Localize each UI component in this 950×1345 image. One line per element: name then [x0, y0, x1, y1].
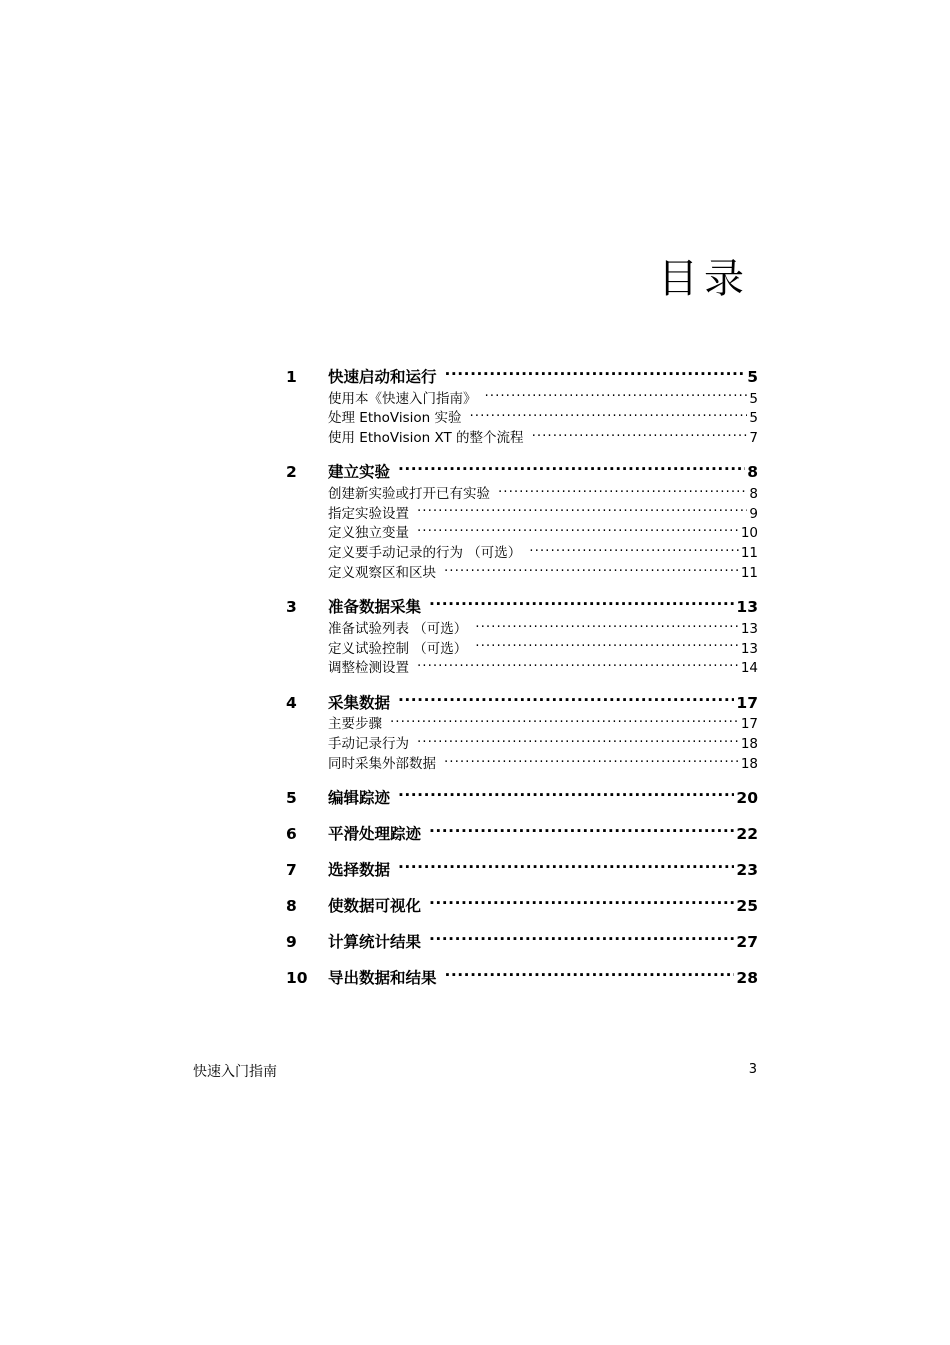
chapter-page-number: 25	[736, 897, 758, 916]
chapter-title: 使数据可视化	[328, 897, 422, 916]
section-page-number: 11	[740, 545, 758, 562]
dot-leader	[475, 639, 739, 653]
toc-section-entry[interactable]	[328, 544, 758, 564]
section-title: 主要步骤	[328, 716, 382, 733]
section-page-number: 11	[740, 565, 758, 582]
page-title: 目录	[658, 256, 750, 302]
toc-chapter-entry[interactable]	[286, 595, 758, 619]
toc-section-entry[interactable]	[328, 504, 758, 524]
dot-leader	[429, 824, 734, 840]
dot-leader	[532, 429, 748, 443]
toc-section-list	[328, 389, 758, 448]
section-title: 同时采集外部数据	[328, 755, 436, 772]
toc-chapter-entry[interactable]	[286, 786, 758, 810]
toc-chapter-entry[interactable]	[286, 858, 758, 882]
dot-leader	[445, 968, 735, 984]
dot-leader	[444, 754, 739, 768]
table-of-contents	[286, 365, 758, 1002]
chapter-page-number: 5	[747, 368, 758, 386]
chapter-page-number: 22	[736, 825, 758, 844]
toc-section-entry[interactable]	[328, 429, 758, 449]
toc-chapter	[286, 786, 758, 810]
dot-leader	[429, 896, 734, 912]
section-page-number: 5	[749, 390, 758, 407]
section-title: 定义独立变量	[328, 525, 409, 542]
chapter-title: 编辑踪迹	[328, 789, 391, 808]
chapter-title: 导出数据和结果	[328, 969, 437, 988]
chapter-title: 准备数据采集	[328, 598, 422, 617]
section-page-number: 8	[749, 485, 758, 502]
toc-section-list	[328, 619, 758, 678]
toc-chapter	[286, 894, 758, 918]
section-page-number: 14	[740, 660, 758, 677]
chapter-number: 10	[286, 969, 308, 988]
footer-page-number: 3	[748, 1062, 757, 1077]
chapter-page-number: 20	[736, 789, 758, 808]
section-page-number: 7	[749, 430, 758, 447]
chapter-page-number: 27	[736, 933, 758, 952]
section-page-number: 13	[740, 640, 758, 657]
section-title: 定义试验控制 （可选）	[328, 640, 468, 657]
dot-leader	[498, 484, 747, 498]
chapter-number: 8	[286, 897, 297, 916]
dot-leader	[529, 544, 739, 558]
chapter-number: 1	[286, 368, 297, 386]
section-page-number: 18	[740, 736, 758, 753]
dot-leader	[470, 409, 748, 423]
section-title: 手动记录行为	[328, 736, 409, 753]
section-title: 指定实验设置	[328, 505, 409, 522]
toc-section-entry[interactable]	[328, 389, 758, 409]
section-page-number: 5	[749, 410, 758, 427]
toc-chapter	[286, 858, 758, 882]
chapter-title: 选择数据	[328, 861, 391, 880]
chapter-number: 5	[286, 789, 297, 808]
chapter-title: 平滑处理踪迹	[328, 825, 422, 844]
toc-chapter-entry[interactable]	[286, 930, 758, 954]
section-title: 准备试验列表 （可选）	[328, 620, 468, 637]
chapter-title: 采集数据	[328, 693, 391, 712]
chapter-title: 快速启动和运行	[328, 368, 437, 386]
toc-chapter	[286, 595, 758, 678]
chapter-number: 4	[286, 693, 297, 712]
chapter-number: 3	[286, 598, 297, 617]
footer-document-title: 快速入门指南	[193, 1064, 277, 1080]
toc-chapter-entry[interactable]	[286, 822, 758, 846]
toc-chapter	[286, 930, 758, 954]
toc-chapter-entry[interactable]	[286, 460, 758, 484]
chapter-number: 2	[286, 463, 297, 482]
dot-leader	[398, 788, 734, 804]
toc-chapter	[286, 822, 758, 846]
toc-chapter-entry[interactable]	[286, 365, 758, 389]
chapter-number: 9	[286, 933, 297, 952]
toc-section-entry[interactable]	[328, 735, 758, 755]
toc-chapter-entry[interactable]	[286, 894, 758, 918]
chapter-title: 建立实验	[328, 463, 391, 482]
section-title: 定义观察区和区块	[328, 565, 436, 582]
toc-section-entry[interactable]	[328, 715, 758, 735]
chapter-title: 计算统计结果	[328, 933, 422, 952]
section-title: 使用 EthoVision XT 的整个流程	[328, 430, 524, 447]
chapter-number: 6	[286, 825, 297, 844]
toc-chapter	[286, 691, 758, 774]
dot-leader	[485, 389, 748, 403]
toc-section-list	[328, 484, 758, 583]
chapter-page-number: 8	[747, 463, 758, 482]
section-title: 创建新实验或打开已有实验	[328, 485, 490, 502]
toc-chapter-entry[interactable]	[286, 691, 758, 715]
dot-leader	[398, 462, 745, 478]
section-page-number: 18	[740, 755, 758, 772]
dot-leader	[475, 619, 739, 633]
chapter-number: 7	[286, 861, 297, 880]
dot-leader	[398, 860, 734, 876]
dot-leader	[390, 715, 739, 729]
toc-chapter	[286, 966, 758, 990]
dot-leader	[429, 597, 734, 613]
section-title: 处理 EthoVision 实验	[328, 410, 462, 427]
section-page-number: 10	[740, 525, 758, 542]
toc-chapter	[286, 460, 758, 583]
dot-leader	[429, 932, 734, 948]
dot-leader	[398, 692, 734, 708]
section-title: 使用本《快速入门指南》	[328, 390, 477, 407]
toc-section-entry[interactable]	[328, 619, 758, 639]
toc-section-entry[interactable]	[328, 409, 758, 429]
section-page-number: 13	[740, 620, 758, 637]
toc-chapter	[286, 365, 758, 448]
section-title: 定义要手动记录的行为 （可选）	[328, 545, 522, 562]
chapter-page-number: 17	[736, 693, 758, 712]
chapter-page-number: 23	[736, 861, 758, 880]
dot-leader	[417, 504, 747, 518]
toc-section-entry[interactable]	[328, 564, 758, 584]
section-title: 调整检测设置	[328, 660, 409, 677]
dot-leader	[444, 564, 739, 578]
dot-leader	[417, 524, 739, 538]
toc-section-entry[interactable]	[328, 484, 758, 504]
toc-section-entry[interactable]	[328, 639, 758, 659]
toc-section-entry[interactable]	[328, 754, 758, 774]
toc-section-entry[interactable]	[328, 659, 758, 679]
section-page-number: 9	[749, 505, 758, 522]
section-page-number: 17	[740, 716, 758, 733]
dot-leader	[417, 659, 739, 673]
dot-leader	[417, 735, 739, 749]
chapter-page-number: 28	[736, 969, 758, 988]
toc-section-list	[328, 715, 758, 774]
dot-leader	[445, 367, 746, 383]
toc-section-entry[interactable]	[328, 524, 758, 544]
toc-chapter-entry[interactable]	[286, 966, 758, 990]
chapter-page-number: 13	[736, 598, 758, 617]
